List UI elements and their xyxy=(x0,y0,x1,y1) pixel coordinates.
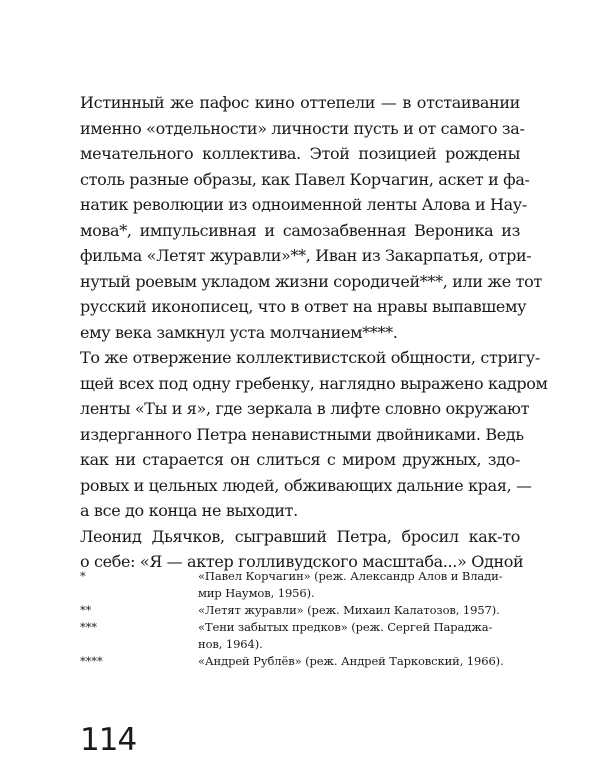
footnote-text: мир Наумов, 1956). xyxy=(198,586,315,600)
footnote-text: нов, 1964). xyxy=(198,637,263,651)
text-line: издерганного Петра ненавистными двойниками. Ведь xyxy=(80,424,524,444)
text-line: именно «отдельности» личности пусть и от самого за- xyxy=(80,118,525,138)
footnote-mark: *** xyxy=(80,620,97,634)
footnotes xyxy=(80,568,520,670)
text-line: как ни старается он слиться с миром дружных, здо- xyxy=(80,450,520,469)
footnote-text: «Тени забытых предков» (реж. Сергей Параджа- xyxy=(198,620,493,634)
footnote xyxy=(80,653,520,670)
text-line: Леонид Дьячков, сыгравший Петра, бросил как-то xyxy=(80,526,520,546)
text-line: о себе: «Я — актер голливудского масштаба...» Одной xyxy=(80,552,524,571)
footnote-text: «Андрей Рублёв» (реж. Андрей Тарковский, 1966). xyxy=(198,654,504,668)
footnote-mark: ** xyxy=(80,603,92,617)
main-text xyxy=(80,90,548,575)
text-line: русский иконописец, что в ответ на нравы выпавшему xyxy=(80,297,527,316)
footnote-text: «Павел Корчагин» (реж. Александр Алов и Влади- xyxy=(198,569,503,583)
text-line: а все до конца не выходит. xyxy=(80,501,298,520)
text-line: мечательного коллектива. Этой позицией рождены xyxy=(80,144,520,163)
text-line: столь разные образы, как Павел Корчагин, аскет и фа- xyxy=(80,169,530,189)
footnote-mark: * xyxy=(80,569,86,583)
text-line: нутый роевым укладом жизни сородичей***, или же тот xyxy=(80,271,542,291)
text-line: натик революции из одноименной ленты Алова и Нау- xyxy=(80,195,527,214)
footnote xyxy=(80,602,520,619)
text-line: Истинный же пафос кино оттепели — в отстаивании xyxy=(80,93,520,112)
footnote xyxy=(80,568,520,602)
footnote-mark: **** xyxy=(80,654,103,668)
footnote-text: «Летят журавли» (реж. Михаил Калатозов, 1957). xyxy=(198,603,500,617)
page-number: 114 xyxy=(80,722,137,758)
text-line: То же отвержение коллективистской общности, стригу- xyxy=(80,348,540,367)
text-line: фильма «Летят журавли»**, Иван из Закарпатья, отри- xyxy=(80,246,532,265)
text-line: щей всех под одну гребенку, наглядно выражено кадром xyxy=(80,373,548,393)
text-line: ровых и цельных людей, обживающих дальние края, — xyxy=(80,475,532,495)
text-line: мова*, импульсивная и самозабвенная Вероника из xyxy=(80,220,520,240)
text-line: ему века замкнул уста молчанием****. xyxy=(80,322,398,342)
footnote xyxy=(80,619,520,653)
text-line: ленты «Ты и я», где зеркала в лифте словно окружают xyxy=(80,399,530,418)
